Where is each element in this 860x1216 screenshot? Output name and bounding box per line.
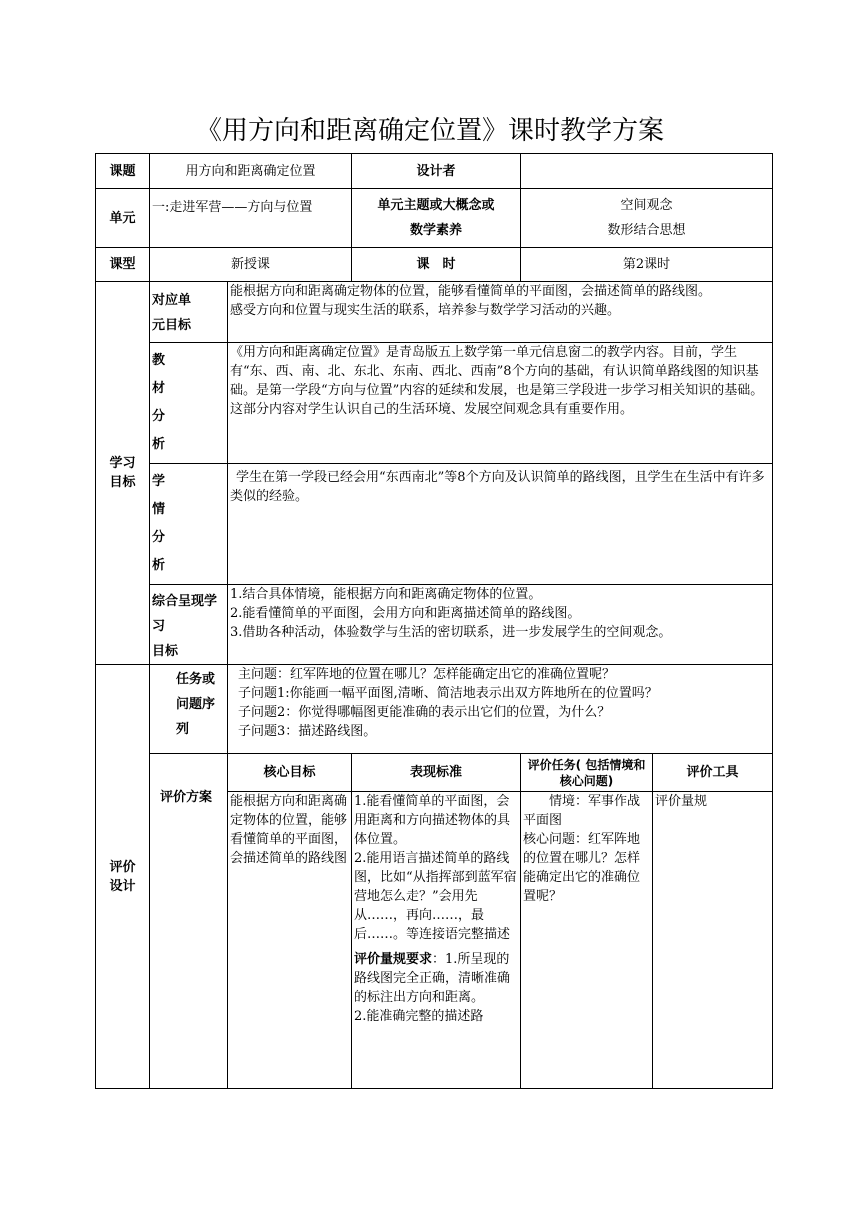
evaluation-header-row	[96, 754, 773, 792]
question-item: 主问题：红军阵地的位置在哪儿？怎样能确定出它的准确位置呢？	[238, 667, 616, 682]
question-item: 子问题1:你能画一幅平面图,清晰、简洁地表示出双方阵地所在的位置吗？	[238, 686, 658, 701]
task-core-question: 核心问题：红军阵地的位置在哪儿？怎样能确定出它的准确位置呢？	[523, 832, 641, 904]
col-core-goal: 核心目标	[228, 754, 352, 792]
unit-goal-text-2: 感受方向和位置与现实生活的联系，培养参与数学学习活动的兴趣。	[230, 303, 621, 318]
overall-goals-text	[228, 585, 773, 665]
standard-req-label: 评价量规要求	[354, 952, 433, 967]
designer-label: 设计者	[352, 154, 521, 189]
lesson-type-label: 课型	[96, 248, 150, 282]
unit-theme-label-line-1: 单元主题或大概念或	[377, 198, 495, 213]
unit-row	[96, 189, 773, 248]
material-label-char: 教	[152, 353, 166, 368]
overall-goal-item: 1.结合具体情境，能根据方向和距离确定物体的位置。	[230, 587, 542, 602]
topic-label: 课题	[96, 154, 150, 189]
topic-row	[96, 154, 773, 189]
learning-goals-label	[96, 282, 150, 665]
overall-goals-label	[150, 585, 228, 665]
student-label-char: 析	[152, 558, 166, 573]
evaluation-plan-label: 评价方案	[150, 754, 228, 1089]
lesson-plan-table	[95, 153, 773, 1089]
task-sequence-label	[150, 665, 228, 754]
col-evaluation-tool: 评价工具	[653, 754, 773, 792]
unit-goal-row	[96, 282, 773, 343]
unit-goal-label-2: 元目标	[152, 318, 192, 333]
unit-goal-label	[150, 282, 228, 343]
core-goal-text: 能根据方向和距离确定物体的位置，能够看懂简单的平面图，会描述简单的路线图	[228, 792, 352, 1089]
lesson-type-row	[96, 248, 773, 282]
student-analysis-label	[150, 464, 228, 585]
unit-theme-label-line-2: 数学素养	[410, 223, 463, 238]
col-evaluation-task: 评价任务( 包括情境和核心问题)	[521, 754, 653, 792]
unit-goal-text	[228, 282, 773, 343]
page-title: 《用方向和距离确定位置》课时教学方案	[195, 116, 664, 146]
performance-standard-text	[352, 792, 521, 1089]
unit-label: 单元	[96, 189, 150, 248]
material-analysis-row	[96, 343, 773, 464]
material-analysis-text: 《用方向和距离确定位置》是青岛版五上数学第一单元信息窗二的教学内容。目前，学生有“东、西、南、北、东北、东南、西北、西南”8个方向的基础，有认识简单路线图的知识基础。是第一学段“方向与位置”内容的延续和发展，也是第三学段进一步学习相关知识的基础。这部分内容对学生认识自己的生活环境、发展空间观念具有重要作用。	[228, 343, 773, 464]
student-label-char: 分	[152, 530, 166, 545]
student-analysis-row	[96, 464, 773, 585]
unit-theme-value-1: 空间观念	[620, 198, 673, 213]
designer-value	[521, 154, 773, 189]
col-performance-standard: 表现标准	[352, 754, 521, 792]
task-label-3: 列	[176, 722, 190, 737]
student-analysis-text: 学生在第一学段已经会用“东西南北”等8个方向及认识简单的路线图，且学生在生活中有许多类似的经验。	[228, 464, 773, 585]
unit-theme-value-2: 数形结合思想	[607, 223, 686, 238]
period-value: 第2课时	[521, 248, 773, 282]
task-questions	[228, 665, 773, 754]
task-label-2: 问题序	[176, 697, 216, 712]
overall-goal-item: 2.能看懂简单的平面图，会用方向和距离描述简单的路线图。	[230, 606, 581, 621]
standard-item: 2.能用语言描述简单的路线图，比如“从指挥部到蓝军宿营地怎么走？”会用先从……，再向……，最后……。等连接语完整描述	[354, 851, 517, 942]
unit-theme-label	[352, 189, 521, 248]
question-item: 子问题2：你觉得哪幅图更能准确的表示出它们的位置，为什么？	[238, 705, 611, 720]
standard-requirement	[354, 950, 518, 1007]
overall-goals-label-2: 目标	[152, 644, 179, 659]
question-item: 子问题3：描述路线图。	[238, 724, 377, 739]
task-label-1: 任务或	[176, 672, 216, 687]
evaluation-tool-text: 评价量规	[653, 792, 773, 1089]
standard-item: 1.能看懂简单的平面图，会用距离和方向描述物体的具体位置。	[354, 794, 511, 847]
material-label-char: 分	[152, 409, 166, 424]
standard-req-text: ：1.所呈现的路线图完全正确，清晰准确的标注出方向和距离。	[354, 952, 511, 1005]
unit-theme-value	[521, 189, 773, 248]
lesson-type-value: 新授课	[150, 248, 352, 282]
material-analysis-label	[150, 343, 228, 464]
overall-goal-item: 3.借助各种活动，体验数学与生活的密切联系，进一步发展学生的空间观念。	[230, 625, 672, 640]
evaluation-label-1: 评价	[109, 859, 136, 875]
overall-goals-row	[96, 585, 773, 665]
material-label-char: 析	[152, 437, 166, 452]
topic-value: 用方向和距离确定位置	[150, 154, 352, 189]
unit-value: 一:走进军营——方向与位置	[150, 189, 352, 248]
evaluation-label	[96, 665, 150, 1089]
evaluation-label-2: 设计	[109, 878, 136, 894]
period-label: 课 时	[352, 248, 521, 282]
standard-item: 2.能准确完整的描述路	[354, 1009, 484, 1024]
task-sequence-row	[96, 665, 773, 754]
learning-goals-label-1: 学习	[109, 456, 136, 471]
unit-goal-text-1: 能根据方向和距离确定物体的位置，能够看懂简单的平面图，会描述简单的路线图。	[230, 284, 712, 299]
material-label-char: 材	[152, 381, 166, 396]
overall-goals-label-1: 综合呈现学习	[152, 594, 218, 634]
evaluation-task-text	[521, 792, 653, 1089]
student-label-char: 学	[152, 474, 166, 489]
task-scenario: 情境：军事作战平面图	[523, 794, 641, 828]
student-label-char: 情	[152, 502, 166, 517]
unit-goal-label-1: 对应单	[152, 293, 192, 308]
learning-goals-label-2: 目标	[109, 475, 136, 490]
